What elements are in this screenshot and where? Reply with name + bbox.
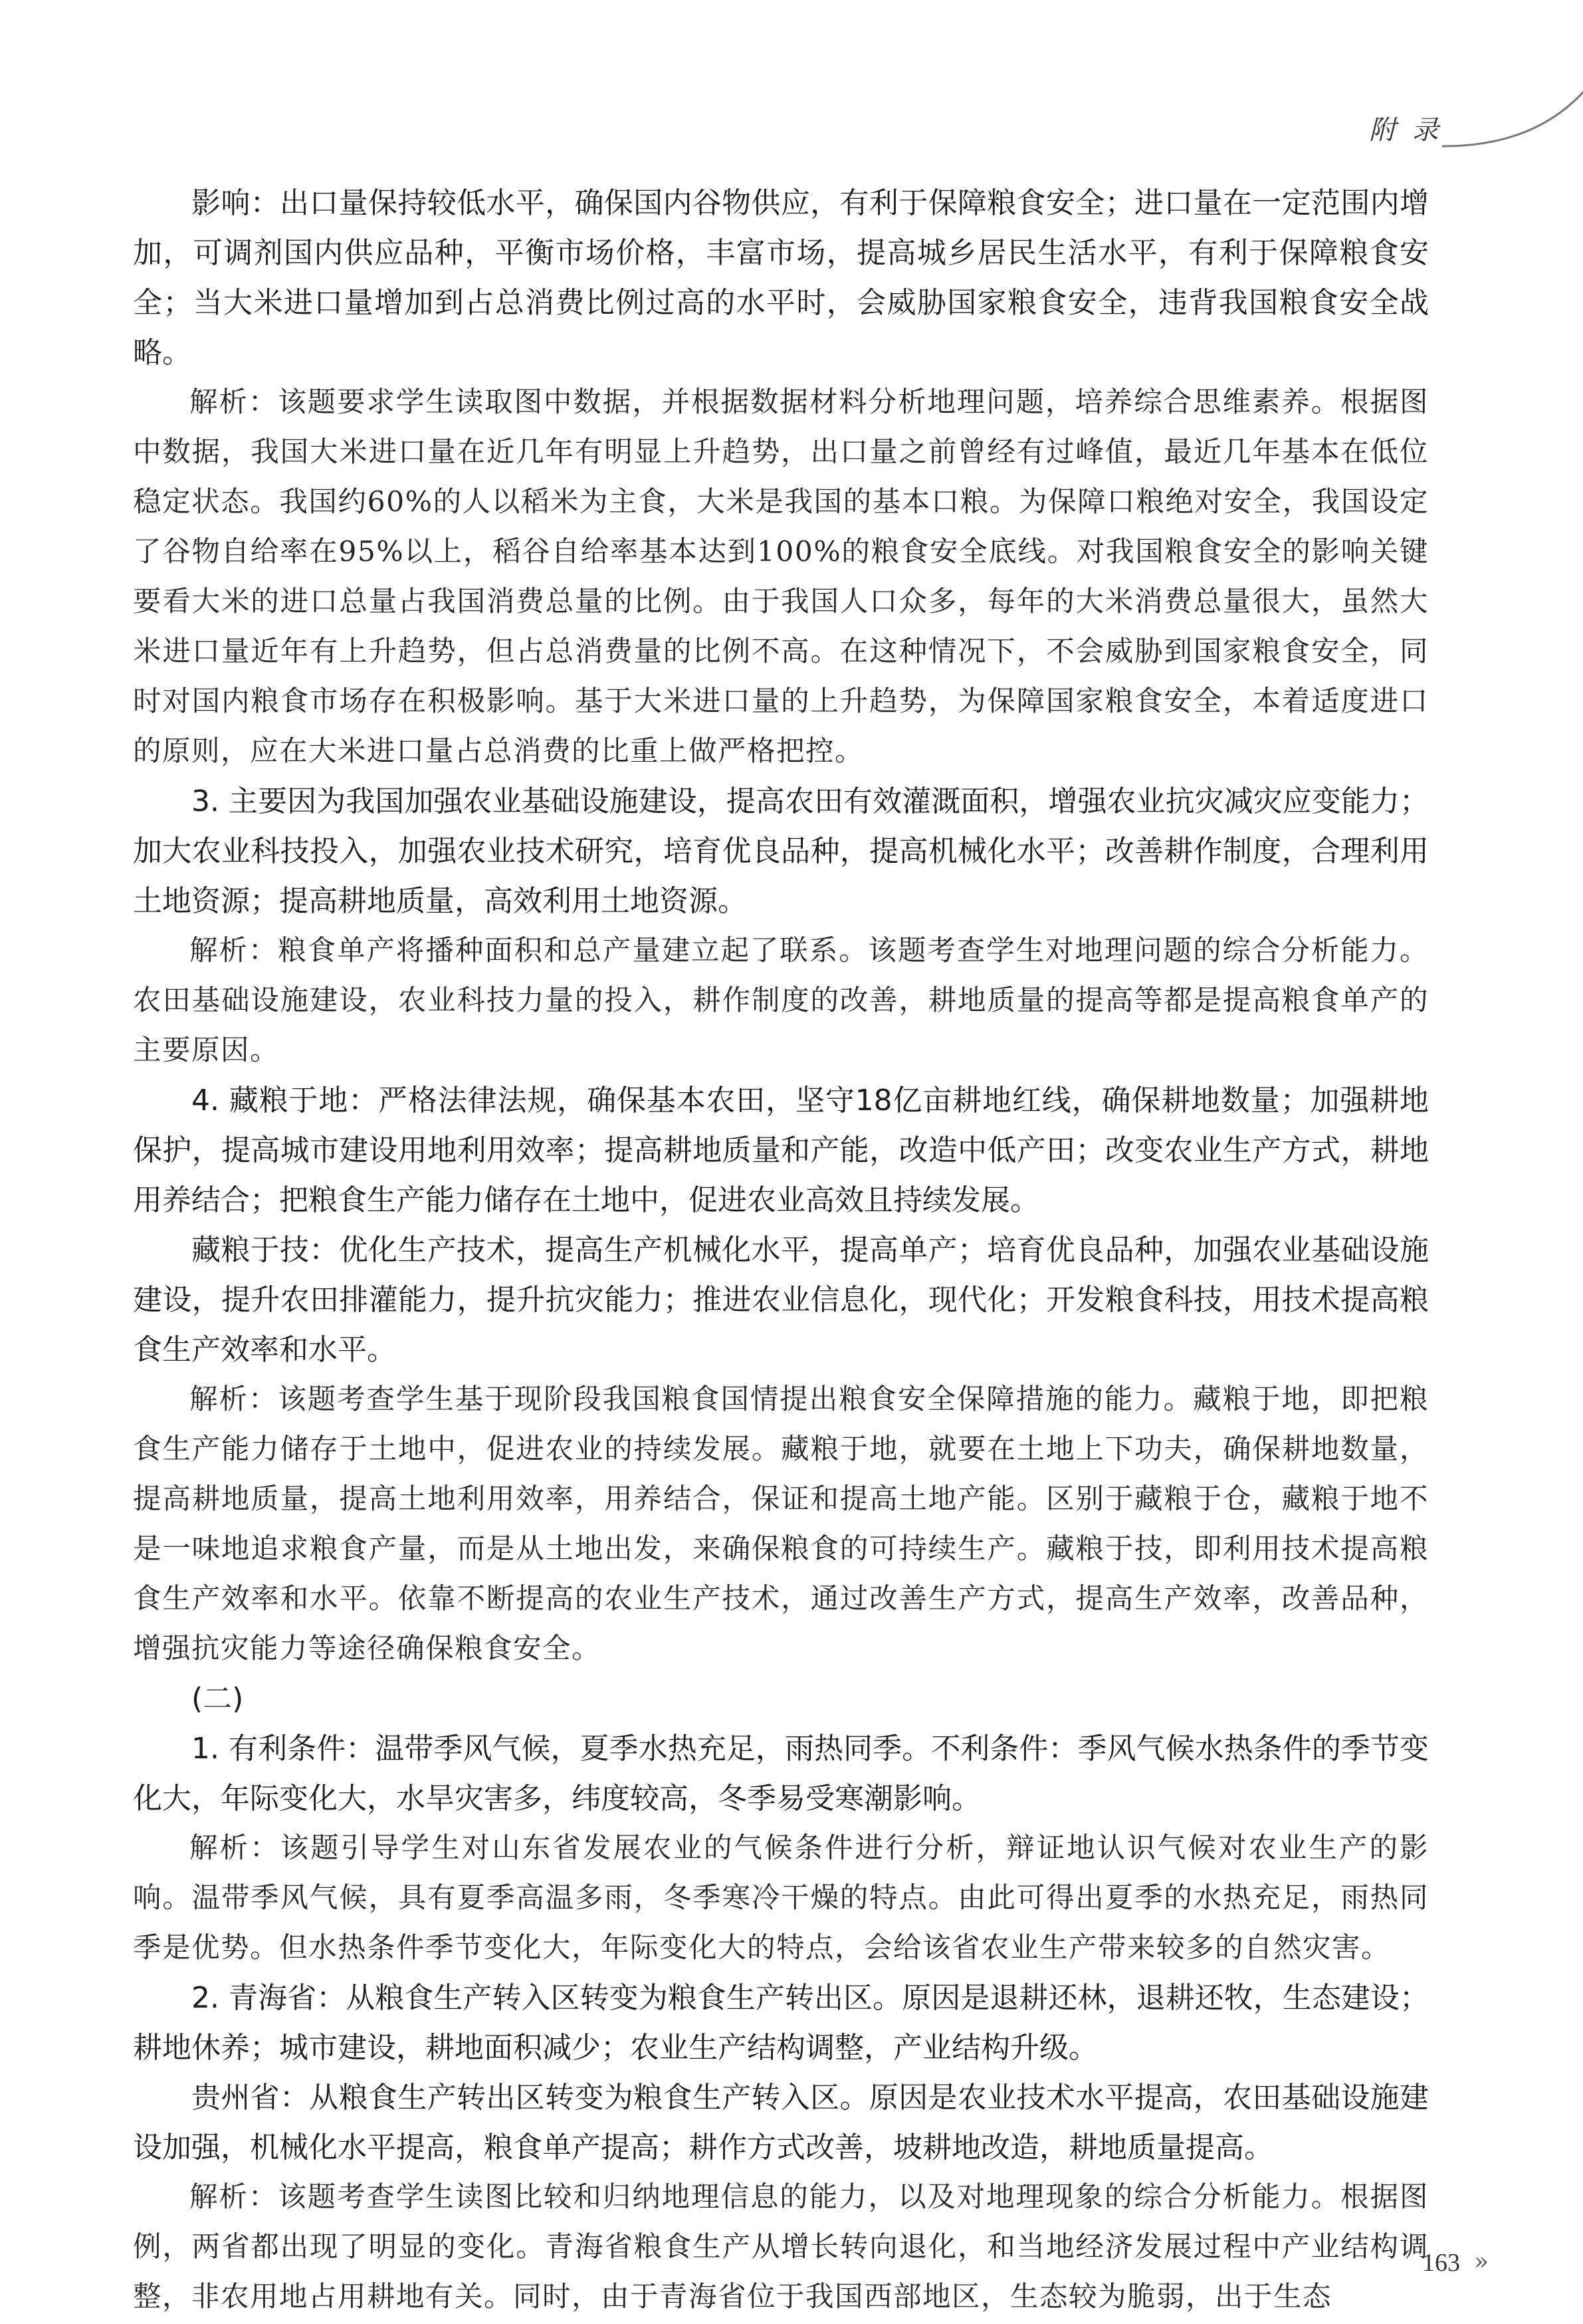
- answer-paragraph: 1. 有利条件：温带季风气候，夏季水热充足，雨热同季。不利条件：季风气候水热条件的季节变化大，年际变化大，水旱灾害多，纬度较高，冬季易受寒潮影响。: [133, 1732, 1429, 1815]
- answer-paragraph: 2. 青海省：从粮食生产转入区转变为粮食生产转出区。原因是退耕还林，退耕还牧，生态建设；耕地休养；城市建设，耕地面积减少；农业生产结构调整，产业结构升级。: [133, 1981, 1429, 2065]
- explanation-paragraph: 解析：粮食单产将播种面积和总产量建立起了联系。该题考查学生对地理问题的综合分析能力。农田基础设施建设，农业科技力量的投入，耕作制度的改善，耕地质量的提高等都是提高粮食单产的主要原因。: [133, 935, 1429, 1067]
- header-decorative-curve: [1435, 80, 1583, 153]
- answer-paragraph: 贵州省：从粮食生产转出区转变为粮食生产转入区。原因是农业技术水平提高，农田基础设施建设加强，机械化水平提高，粮食单产提高；耕作方式改善，坡耕地改造，耕地质量提高。: [133, 2081, 1429, 2164]
- page-header: [1356, 100, 1568, 153]
- answer-paragraph: 3. 主要因为我国加强农业基础设施建设，提高农田有效灌溉面积，增强农业抗灾减灾应变能力；加大农业科技投入，加强农业技术研究，培育优良品种，提高机械化水平；改善耕作制度，合理利用土地资源；提高耕地质量，高效利用土地资源。: [133, 784, 1429, 918]
- section-heading: (二): [191, 1682, 244, 1716]
- explanation-paragraph: 解析：该题考查学生基于现阶段我国粮食国情提出粮食安全保障措施的能力。藏粮于地，即把粮食生产能力储存于土地中，促进农业的持续发展。藏粮于地，就要在土地上下功夫，确保耕地数量，提高耕地质量，提高土地利用效率，用养结合，保证和提高土地产能。区别于藏粮于仓，藏粮于地不是一味地追求粮食产量，而是从土地出发，来确保粮食的可持续生产。藏粮于技，即利用技术提高粮食生产效率和水平。依靠不断提高的农业生产技术，通过改善生产方式，提高生产效率，改善品种，增强抗灾能力等途径确保粮食安全。: [133, 1383, 1429, 1665]
- header-label: 附 录: [1369, 115, 1443, 146]
- answer-paragraph: 4. 藏粮于地：严格法律法规，确保基本农田，坚守18亿亩耕地红线，确保耕地数量；加强耕地保护，提高城市建设用地利用效率；提高耕地质量和产能，改造中低产田；改变农业生产方式，耕地用养结合；把粮食生产能力储存在土地中，促进农业高效且持续发展。: [133, 1084, 1429, 1217]
- explanation-paragraph: 解析：该题引导学生对山东省发展农业的气候条件进行分析，辩证地认识气候对农业生产的影响。温带季风气候，具有夏季高温多雨，冬季寒冷干燥的特点。由此可得出夏季的水热充足，雨热同季是优势。但水热条件季节变化大，年际变化大的特点，会给该省农业生产带来较多的自然灾害。: [133, 1832, 1429, 1964]
- answer-paragraph: 影响：出口量保持较低水平，确保国内谷物供应，有利于保障粮食安全；进口量在一定范围内增加，可调剂国内供应品种，平衡市场价格，丰富市场，提高城乡居民生活水平，有利于保障粮食安全；当大米进口量增加到占总消费比例过高的水平时，会威胁国家粮食安全，违背我国粮食安全战略。: [133, 186, 1429, 370]
- answer-paragraph: 藏粮于技：优化生产技术，提高生产机械化水平，提高单产；培育优良品种，加强农业基础设施建设，提升农田排灌能力，提升抗灾能力；推进农业信息化，现代化；开发粮食科技，用技术提高粮食生产效率和水平。: [133, 1233, 1429, 1367]
- page-body: [133, 178, 1429, 2322]
- explanation-paragraph: 解析：该题考查学生读图比较和归纳地理信息的能力，以及对地理现象的综合分析能力。根据图例，两省都出现了明显的变化。青海省粮食生产从增长转向退化，和当地经济发展过程中产业结构调整，非农用地占用耕地有关。同时，由于青海省位于我国西部地区，生态较为脆弱，出于生态: [133, 2181, 1429, 2313]
- explanation-paragraph: 解析：该题要求学生读取图中数据，并根据数据材料分析地理问题，培养综合思维素养。根据图中数据，我国大米进口量在近几年有明显上升趋势，出口量之前曾经有过峰值，最近几年基本在低位稳定状态。我国约60%的人以稻米为主食，大米是我国的基本口粮。为保障口粮绝对安全，我国设定了谷物自给率在95%以上，稻谷自给率基本达到100%的粮食安全底线。对我国粮食安全的影响关键要看大米的进口总量占我国消费总量的比例。由于我国人口众多，每年的大米消费总量很大，虽然大米进口量近年有上升趋势，但占总消费量的比例不高。在这种情况下，不会威胁到国家粮食安全，同时对国内粮食市场存在积极影响。基于大米进口量的上升趋势，为保障国家粮食安全，本着适度进口的原则，应在大米进口量占总消费的比重上做严格把控。: [133, 386, 1429, 768]
- page-number: 163: [1422, 2249, 1460, 2277]
- page-arrow-icon: »: [1474, 2248, 1485, 2275]
